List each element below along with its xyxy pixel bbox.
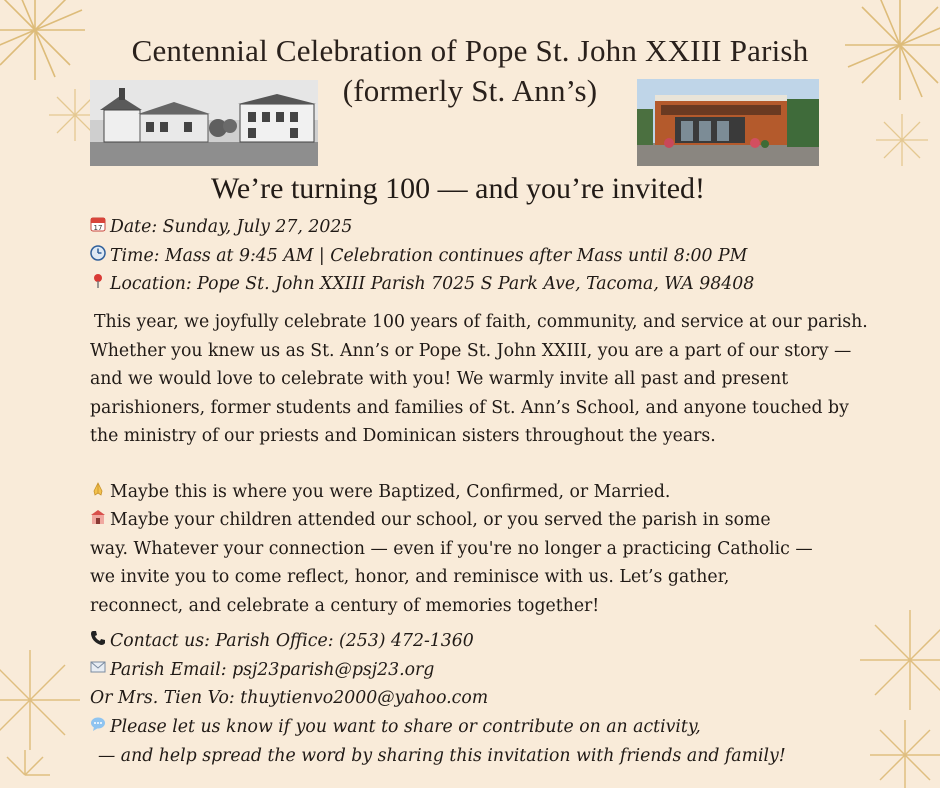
phone-icon (90, 627, 110, 656)
contact-phone-text: Contact us: Parish Office: (253) 472-1360 (110, 631, 474, 651)
maybe-text-3: way. Whatever your connection — even if you're no longer a practicing Catholic — (90, 539, 813, 559)
maybe-text-5: reconnect, and celebrate a century of memories together! (90, 596, 600, 616)
time-line (90, 242, 747, 271)
maybe-line-1 (90, 478, 670, 507)
date-text: Date: Sunday, July 27, 2025 (110, 217, 353, 237)
svg-text:17: 17 (93, 224, 103, 232)
contact-phone-line (90, 627, 474, 656)
firework-decoration-bottom-left (0, 640, 95, 788)
share-text: Please let us know if you want to share or contribute on an activity, (110, 717, 701, 737)
title-line-1: Centennial Celebration of Pope St. John XXIII Parish (131, 33, 809, 68)
contact-email-text: Parish Email: psj23parish@psj23.org (110, 660, 435, 680)
firework-decoration-bottom-right (845, 600, 940, 788)
pin-icon (90, 270, 110, 299)
maybe-line-2 (90, 506, 771, 535)
body-paragraph: This year, we joyfully celebrate 100 years of faith, community, and service at our parish. Whether you knew us as St. Ann’s or Pope St. John XXIII, you are a part of our story — and we would love to celebrate with you! We warmly invite all past and present parishioners, former students and families of St. Ann’s School, and anyone touched by the ministry of our priests and Dominican sisters throughout the years. (90, 312, 868, 446)
share-line (90, 713, 701, 742)
calendar-icon (90, 213, 110, 242)
praying-hands-icon (90, 478, 110, 507)
title-line-2: (formerly St. Ann’s) (342, 73, 598, 108)
contact-alt-text: Or Mrs. Tien Vo: thuytienvo2000@yahoo.com (90, 688, 489, 708)
envelope-icon (90, 656, 110, 685)
time-text: Time: Mass at 9:45 AM | Celebration continues after Mass until 8:00 PM (110, 246, 748, 266)
date-line (90, 213, 352, 242)
maybe-text-1: Maybe this is where you were Baptized, Confirmed, or Married. (110, 482, 671, 502)
historic-church-photo (90, 80, 318, 166)
spread-text: — and help spread the word by sharing this invitation with friends and family! (98, 746, 786, 766)
clock-icon (90, 242, 110, 271)
firework-decoration-right-mid (872, 110, 932, 170)
modern-church-photo (637, 79, 819, 166)
maybe-text-2: Maybe your children attended our school, or you served the parish in some (110, 510, 771, 530)
school-icon (90, 506, 110, 535)
location-line (90, 270, 754, 299)
location-text: Location: Pope St. John XXIII Parish 7025 S Park Ave, Tacoma, WA 98408 (110, 274, 755, 294)
speech-bubble-icon (90, 713, 110, 742)
contact-email-line (90, 656, 434, 685)
maybe-text-4: we invite you to come reflect, honor, and reminisce with us. Let’s gather, (90, 567, 730, 587)
invitation-heading: We’re turning 100 — and you’re invited! (210, 172, 706, 205)
